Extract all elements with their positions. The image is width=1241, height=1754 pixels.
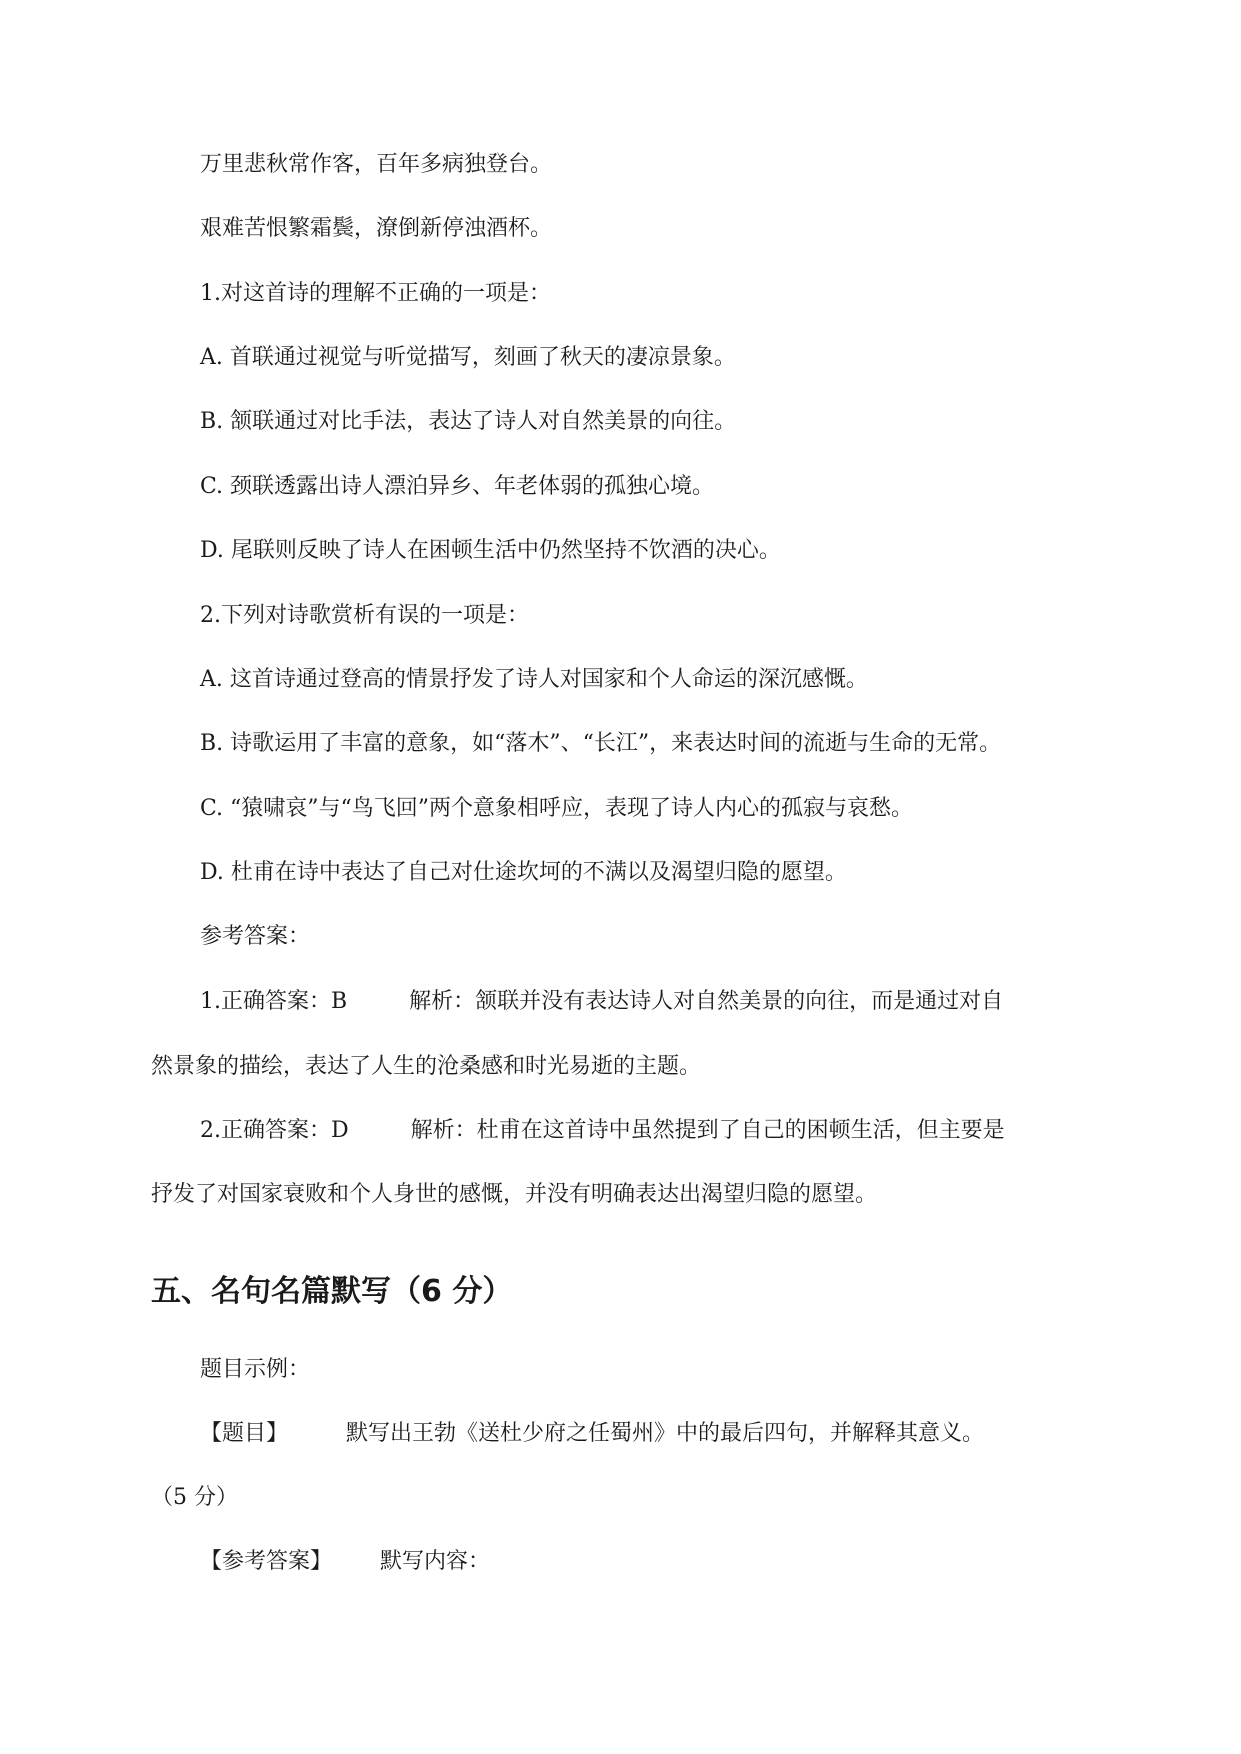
option-line: A. 这首诗通过登高的情景抒发了诗人对国家和个人命运的深沉感慨。: [200, 667, 868, 692]
question-points: （5 分）: [151, 1485, 238, 1510]
section-heading: 五、名句名篇默写（6 分）: [151, 1274, 513, 1309]
option-line: D. 杜甫在诗中表达了自己对仕途坎坷的不满以及渴望归隐的愿望。: [200, 860, 847, 885]
answer-analysis: 解析：杜甫在这首诗中虽然提到了自己的困顿生活，但主要是: [410, 1118, 1005, 1143]
example-label: 题目示例：: [200, 1357, 311, 1382]
answer-label: 参考答案：: [200, 924, 311, 949]
answer-line: [200, 1547, 490, 1577]
question-stem: 2.下列对诗歌赏析有误的一项是：: [200, 603, 529, 628]
question-line: [200, 1419, 984, 1449]
option-line: A. 首联通过视觉与听觉描写，刻画了秋天的凄凉景象。: [200, 345, 736, 370]
poem-line: 万里悲秋常作客，百年多病独登台。: [200, 152, 553, 177]
answer-tag: 【参考答案】: [200, 1549, 333, 1574]
answer-key: 1.正确答案：B: [200, 989, 348, 1014]
answer-text: 默写内容：: [380, 1549, 491, 1574]
question-text: 默写出王勃《送杜少府之任蜀州》中的最后四句，并解释其意义。: [346, 1421, 985, 1446]
option-line: D. 尾联则反映了诗人在困顿生活中仍然坚持不饮酒的决心。: [200, 538, 781, 563]
option-line: B. 诗歌运用了丰富的意象，如“落木”、“长江”，来表达时间的流逝与生命的无常。: [200, 731, 1002, 756]
answer-line: [200, 1116, 1005, 1146]
option-line: C. 颈联透露出诗人漂泊异乡、年老体弱的孤独心境。: [200, 474, 715, 499]
answer-analysis: 解析：颔联并没有表达诗人对自然美景的向往，而是通过对自: [409, 989, 1004, 1014]
answer-line: [200, 987, 1003, 1017]
question-tag: 【题目】: [200, 1421, 289, 1446]
answer-key: 2.正确答案：D: [200, 1118, 349, 1143]
question-stem: 1.对这首诗的理解不正确的一项是：: [200, 281, 551, 306]
answer-analysis-continued: 抒发了对国家衰败和个人身世的感慨，并没有明确表达出渴望归隐的愿望。: [151, 1182, 878, 1207]
poem-line: 艰难苦恨繁霜鬓，潦倒新停浊酒杯。: [200, 216, 553, 241]
option-line: B. 颔联通过对比手法，表达了诗人对自然美景的向往。: [200, 409, 737, 434]
answer-analysis-continued: 然景象的描绘，表达了人生的沧桑感和时光易逝的主题。: [151, 1054, 702, 1079]
option-line: C. “猿啸哀”与“鸟飞回”两个意象相呼应，表现了诗人内心的孤寂与哀愁。: [200, 796, 914, 821]
